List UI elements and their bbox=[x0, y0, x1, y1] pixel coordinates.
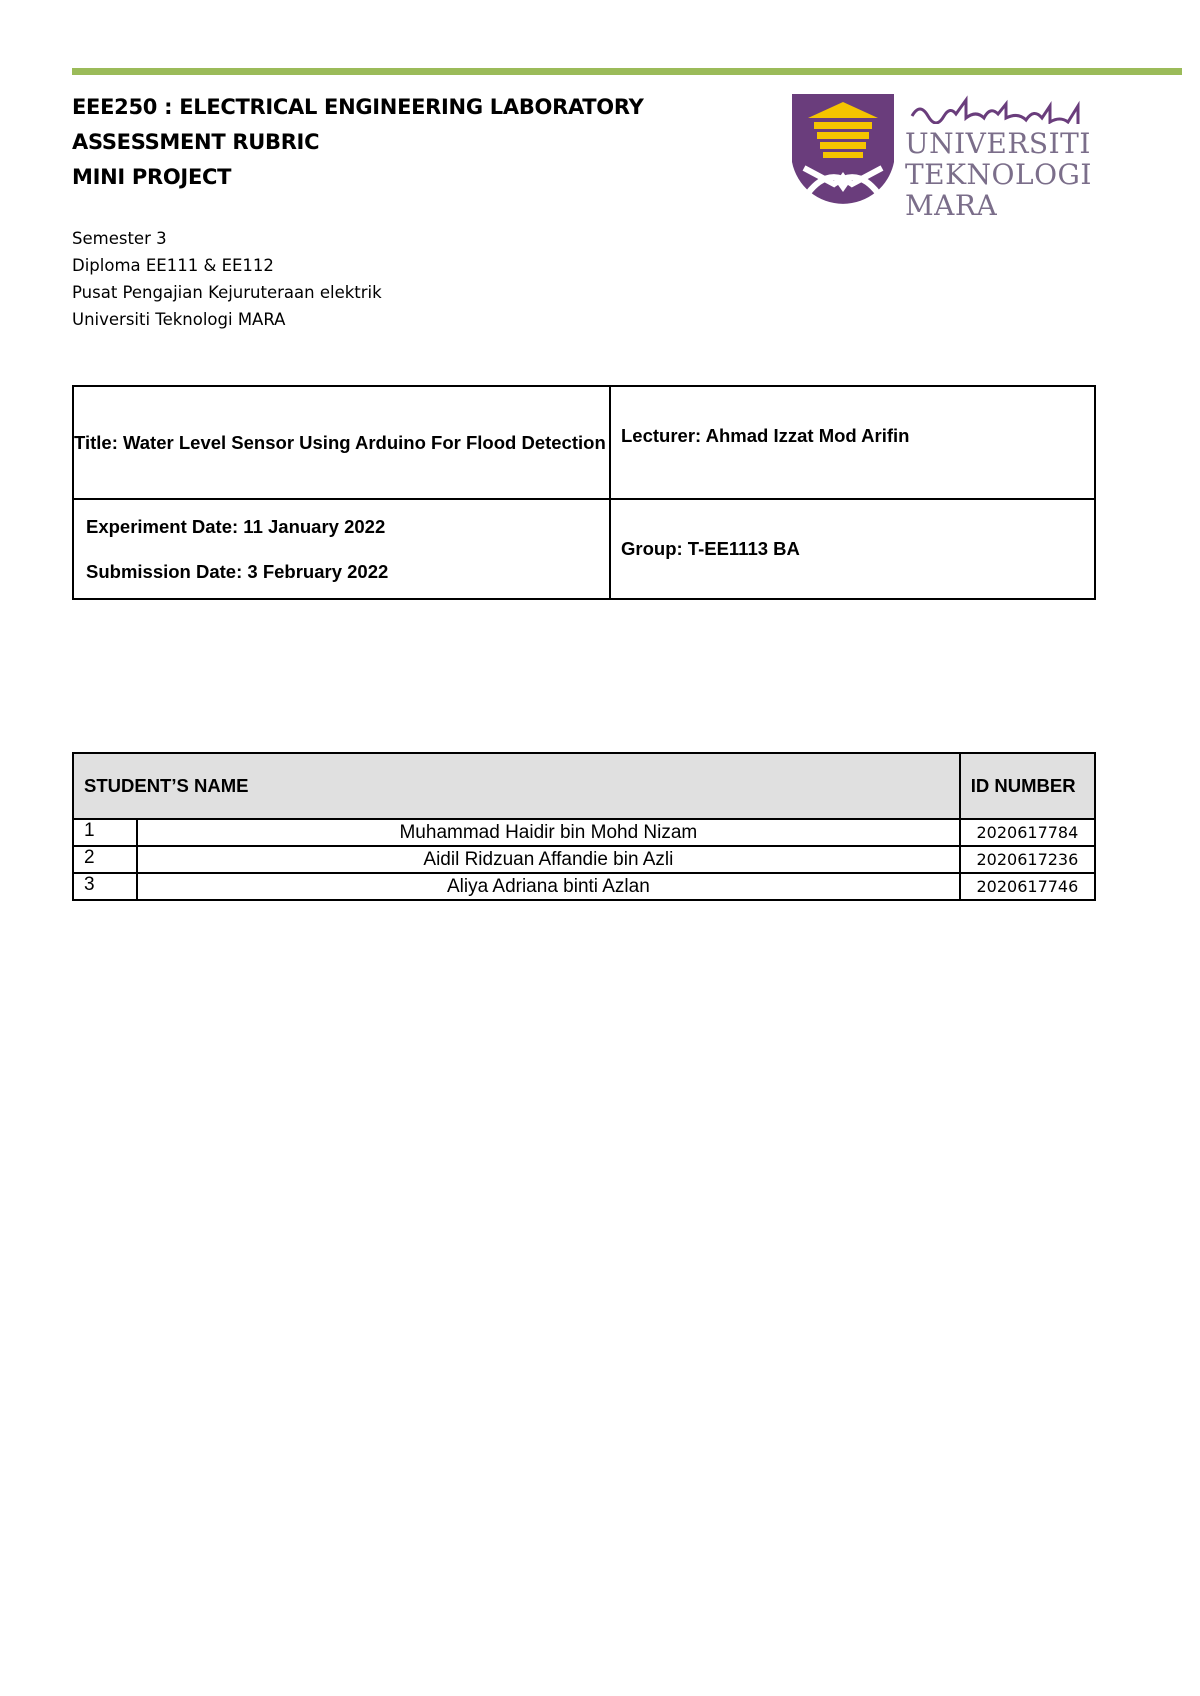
program-info bbox=[72, 225, 382, 333]
student-table-header bbox=[73, 753, 1095, 819]
project-info-row-1 bbox=[73, 386, 1095, 499]
rubric-title: ASSESSMENT RUBRIC bbox=[72, 130, 320, 154]
project-info-table bbox=[72, 385, 1096, 600]
student-id: 2020617236 bbox=[960, 846, 1095, 873]
student-name: Aliya Adriana binti Azlan bbox=[137, 873, 960, 900]
university-text: Universiti Teknologi MARA bbox=[72, 310, 286, 329]
submission-date: Submission Date: 3 February 2022 bbox=[86, 561, 389, 582]
diploma-text: Diploma EE111 & EE112 bbox=[72, 256, 274, 275]
student-id: 2020617746 bbox=[960, 873, 1095, 900]
wordmark-line-2: TEKNOLOGI bbox=[905, 158, 1092, 191]
semester-text: Semester 3 bbox=[72, 229, 167, 248]
wordmark-line-3: MARA bbox=[905, 189, 998, 222]
project-info-row-2 bbox=[73, 499, 1095, 599]
group-cell: Group: T-EE1113 BA bbox=[610, 499, 1095, 599]
student-table bbox=[72, 752, 1096, 901]
student-id: 2020617784 bbox=[960, 819, 1095, 846]
student-name: Aidil Ridzuan Affandie bin Azli bbox=[137, 846, 960, 873]
wordmark-line-1: UNIVERSITI bbox=[905, 127, 1091, 160]
row-number: 3 bbox=[73, 873, 137, 900]
student-name-header: STUDENT’S NAME bbox=[73, 753, 960, 819]
experiment-date: Experiment Date: 11 January 2022 bbox=[86, 516, 386, 537]
university-wordmark bbox=[905, 128, 1092, 221]
jawi-script-mark bbox=[908, 94, 1098, 124]
table-row bbox=[73, 846, 1095, 873]
project-title: MINI PROJECT bbox=[72, 165, 232, 189]
table-row bbox=[73, 873, 1095, 900]
row-number: 2 bbox=[73, 846, 137, 873]
lecturer-cell: Lecturer: Ahmad Izzat Mod Arifin bbox=[610, 386, 1095, 499]
id-number-header: ID NUMBER bbox=[960, 753, 1095, 819]
project-title-cell: Title: Water Level Sensor Using Arduino For Flood Detection bbox=[73, 386, 610, 499]
uitm-crest-icon bbox=[790, 92, 900, 222]
top-rule bbox=[72, 68, 1182, 75]
student-name: Muhammad Haidir bin Mohd Nizam bbox=[137, 819, 960, 846]
faculty-text: Pusat Pengajian Kejuruteraan elektrik bbox=[72, 283, 382, 302]
row-number: 1 bbox=[73, 819, 137, 846]
document-heading bbox=[72, 90, 643, 195]
dates-cell bbox=[73, 499, 610, 599]
uitm-logo bbox=[790, 92, 1100, 222]
table-row bbox=[73, 819, 1095, 846]
course-title: EEE250 : ELECTRICAL ENGINEERING LABORATORY bbox=[72, 95, 644, 119]
